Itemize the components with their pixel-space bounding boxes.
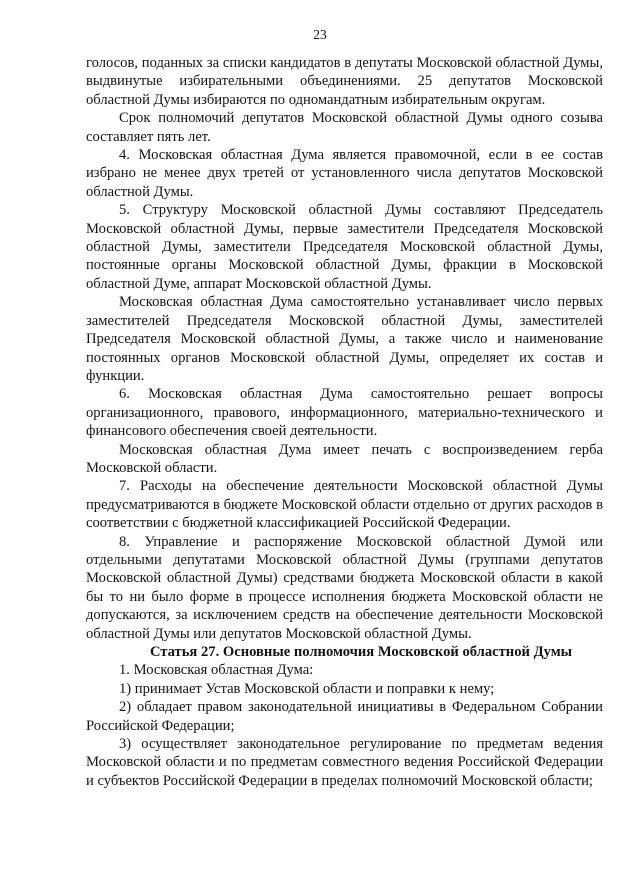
paragraph: Московская областная Дума самостоятельно устанавливает число первых заместителей Председателя Московской областной Думы, заместителей Председателя Московской областной Думы, а также число и наименование постоянных органов Московской областной Думы, определяет их состав и функции.	[86, 294, 603, 384]
paragraph: Срок полномочий депутатов Московской областной Думы одного созыва составляет пять лет.	[86, 110, 603, 145]
paragraph: 7. Расходы на обеспечение деятельности Московской областной Думы предусматриваются в бюджете Московской области отдельно от других расходов в соответствии с бюджетной классификацией Российской Федерации.	[86, 478, 603, 532]
page-number: 23	[313, 27, 327, 42]
paragraph: Московская областная Дума имеет печать с воспроизведением герба Московской области.	[86, 441, 603, 476]
list-item: 3) осуществляет законодательное регулирование по предметам ведения Московской области и по предметам совместного ведения Российской Федерации и субъектов Российской Федерации в пределах полномочий Московской области;	[86, 736, 603, 789]
paragraph: голосов, поданных за списки кандидатов в депутаты Московской областной Думы, выдвинутые избирательными объединениями. 25 депутатов Московской областной Думы избираются по одномандатным избирательным округам.	[86, 55, 603, 108]
list-item: 1) принимает Устав Московской области и поправки к нему;	[119, 680, 495, 697]
paragraph: 5. Структуру Московской областной Думы составляют Председатель Московской областной Думы, первые заместители Председателя Московской областной Думы, заместители Председателя Московской областной Думы, постоянные органы Московской областной Думы, фракции в Московской областной Думе, аппарат Московской областной Думы.	[86, 202, 603, 292]
paragraph: 1. Московская областная Дума:	[119, 662, 314, 679]
article-heading: Статья 27. Основные полномочия Московской областной Думы	[149, 644, 573, 660]
list-item: 2) обладает правом законодательной инициативы в Федеральном Собрании Российской Федерации;	[86, 699, 603, 734]
paragraph: 8. Управление и распоряжение Московской областной Думой или отдельными депутатами Московской областной Думы (группами депутатов Московской областной Думы) средствами бюджета Московской области в какой бы то ни было форме в процессе исполнения бюджета Московской области не допускаются, за исключением средств на обеспечение деятельности Московской областной Думы или депутатов Московской областной Думы.	[86, 533, 603, 642]
paragraph: 6. Московская областная Дума самостоятельно решает вопросы организационного, правового, информационного, материально-технического и финансового обеспечения своей деятельности.	[86, 386, 603, 440]
paragraph: 4. Московская областная Дума является правомочной, если в ее состав избрано не менее двух третей от установленного числа депутатов Московской областной Думы.	[86, 147, 603, 200]
document-body	[86, 54, 603, 790]
